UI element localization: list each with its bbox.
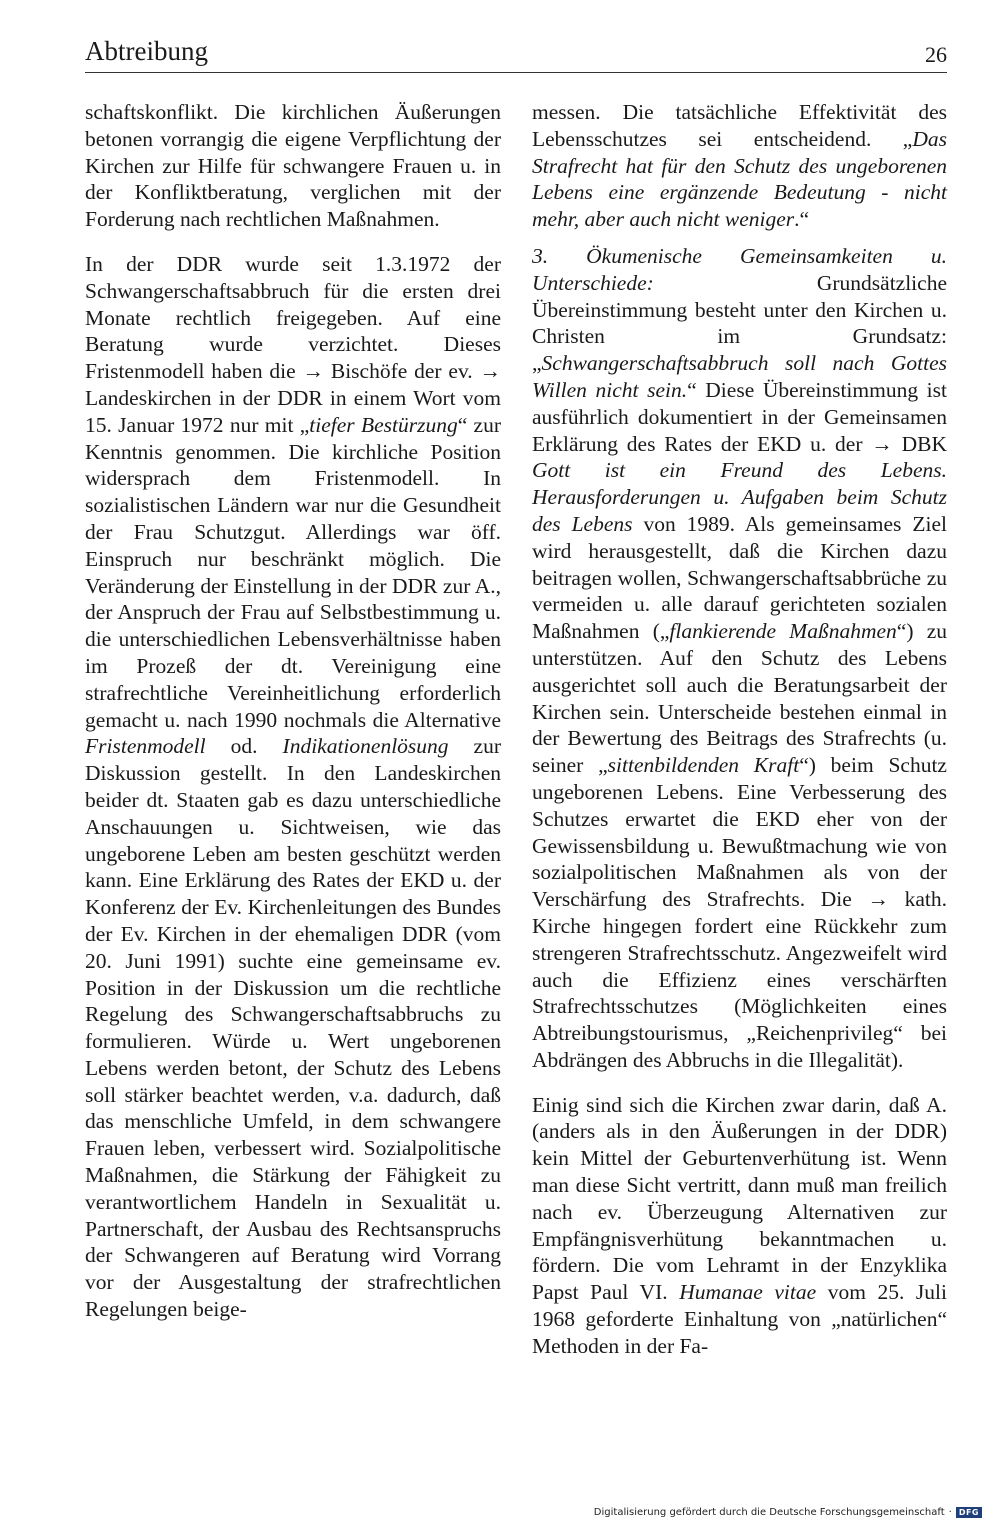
italic-text: tiefer Bestürzung (309, 412, 458, 437)
text-run: “ zur Kenntnis genommen. Die kirchliche Position widersprach dem Fristenmodell. In sozialistischen Ländern war nur die Gesundheit der Frau Schutzgut. Allerdings war öff. Einspruch nur beschränkt möglich. Die Veränderung der Einstellung in der DDR zur A., der Anspruch der Frau auf Selbstbestimmung u. die unterschiedlichen Lebensverhältnisse haben im Prozeß der dt. Vereinigung eine strafrechtliche Vereinheitlichung erforderlich gemacht u. nach 1990 nochmals die Alternative (85, 412, 501, 732)
italic-text: sittenbildenden Kraft (607, 753, 800, 778)
text-run: In der DDR wurde seit 1.3.1972 der Schwangerschaftsabbruch für die ersten drei Monate rechtlich freigegeben. Auf eine Beratung wurde verzichtet. Dieses Fristenmodell haben die → Bischöfe der ev. → Landeskirchen in der DDR in einem Wort vom 15. Januar 1972 nur mit „ (85, 251, 501, 437)
italic-text: Das Strafrecht hat für den Schutz des ungeborenen Lebens eine ergänzende Bedeutung - nicht mehr, aber auch nicht weniger (532, 126, 947, 232)
text-run: .“ (794, 207, 810, 232)
text-run: zur Diskussion gestellt. In den Landeskirchen beider dt. Staaten gab es dazu unterschiedliche Anschauungen u. Sichtweisen, wie das ungeborene Leben am besten geschützt werden kann. Eine Erklärung des Rates der EKD u. der Konferenz der Ev. Kirchenleitungen des Bundes der Ev. Kirchen in der ehemaligen DDR (vom 20. Juni 1991) suchte eine gemeinsame ev. Position in der Diskussion um die rechtliche Regelung des Schwangerschaftsabbruchs zu formulieren. Würde u. Wert ungeborenen Lebens werden betont, der Schutz des Lebens soll stärker beachtet werden, v.a. dadurch, daß das menschliche Umfeld, in dem schwangere Frauen leben, verbessert wird. Sozialpolitische Maßnahmen, die Stärkung der Fähigkeit zu verantwortlichem Handeln in Sexualität u. Partnerschaft, der Ausbau des Rechtsanspruchs der Schwangeren auf Beratung wird Vorrang vor der Ausgestaltung der strafrechtlichen Regelungen beige- (85, 734, 502, 1322)
text-run: “) zu unterstützen. Auf den Schutz des Lebens ausgerichtet soll auch die Beratungsarbeit der Kirchen sein. Unterscheide bestehen einmal in der Bewertung des Beitrags des Strafrechts (u. seiner „ (532, 619, 948, 778)
text-run: von 1989. Als gemeinsames Ziel wird herausgestellt, daß die Kirchen dazu beitragen wollen, Schwangerschaftsabbrüche zu vermeiden u. alle darauf gerichteten sozialen Maßnahmen („ (532, 511, 947, 644)
paragraph: schaftskonflikt. Die kirchlichen Äußerungen betonen vorrangig die eigene Verpflichtung der Kirchen zur Hilfe für schwangere Frauen u. in der Konfliktberatung, verglichen mit der Forderung nach rechtlichen Maßnahmen. (85, 100, 501, 232)
page-header (85, 34, 947, 74)
italic-text: Gott ist ein Freund des Lebens. Herausforderungen u. Aufgaben beim Schutz des Lebens (532, 458, 947, 536)
digitization-footer: Digitalisierung gefördert durch die Deutsche Forschungsgemeinschaft · DFG (594, 1507, 982, 1518)
italic-text: Humanae vitae (679, 1280, 817, 1305)
text-run: “) beim Schutz ungeborenen Lebens. Eine Verbesserung des Schutzes erwartet die EKD eher von der Gewissensbildung u. Bewußtmachung wie von sozialpolitischen Maßnahmen als von der Verschärfung des Strafrechts. Die → kath. Kirche hingegen fordert eine Rückkehr zum strengeren Strafrechtsschutz. Angezweifelt wird auch die Effizienz eines verschärften Strafrechtsschutzes (Möglichkeiten eines Abtreibungstourismus, „Reichenprivileg“ bei Abdrängen des Abbruchs in die Illegalität). (532, 753, 947, 1072)
text-run: vom 25. Juli 1968 geforderte Einhaltung von „natürlichen“ Methoden in der Fa- (532, 1280, 947, 1358)
italic-text: 3. Ökumenische Gemeinsamkeiten u. Unterschiede: (532, 243, 947, 295)
italic-text: flankierende Maßnahmen (669, 619, 897, 644)
footer-credit: Digitalisierung gefördert durch die Deutsche Forschungsgemeinschaft (593, 1507, 945, 1518)
italic-text: Indikationenlösung (282, 734, 449, 759)
text-run: messen. Die tatsächliche Effektivität des Lebensschutzes sei entscheidend. „ (532, 100, 947, 151)
paragraph (532, 1092, 947, 1360)
text-run: od. (205, 734, 283, 759)
text-run: “ Diese Übereinstimmung ist ausführlich dokumentiert in der Gemeinsamen Erklärung des Rates der EKD u. der → DBK (532, 377, 947, 456)
paragraph (85, 251, 501, 1323)
left-column (85, 99, 501, 1323)
page-number: 26 (925, 42, 947, 67)
italic-text: Fristenmodell (85, 734, 206, 759)
right-column (532, 99, 947, 1360)
text-run: Einig sind sich die Kirchen zwar darin, daß A. (anders als in den Äußerungen in der DDR) kein Mittel der Geburtenverhütung ist. Wenn man diese Sicht vertritt, dann muß man freilich nach ev. Überzeugung Alternativen zur Empfängnisverhütung bekanntmachen u. fördern. Die vom Lehramt in der Enzyklika Papst Paul VI. (532, 1092, 947, 1305)
running-head-title: Abtreibung (85, 36, 208, 66)
header-rule (85, 72, 947, 73)
italic-text: Schwangerschaftsabbruch soll nach Gottes Willen nicht sein. (532, 351, 947, 402)
text-run: Grundsätzliche Übereinstimmung besteht unter den Kirchen u. Christen im Grundsatz: „ (532, 270, 947, 376)
paragraph (532, 243, 947, 1074)
dfg-logo: DFG (956, 1507, 982, 1518)
paragraph (532, 99, 947, 233)
